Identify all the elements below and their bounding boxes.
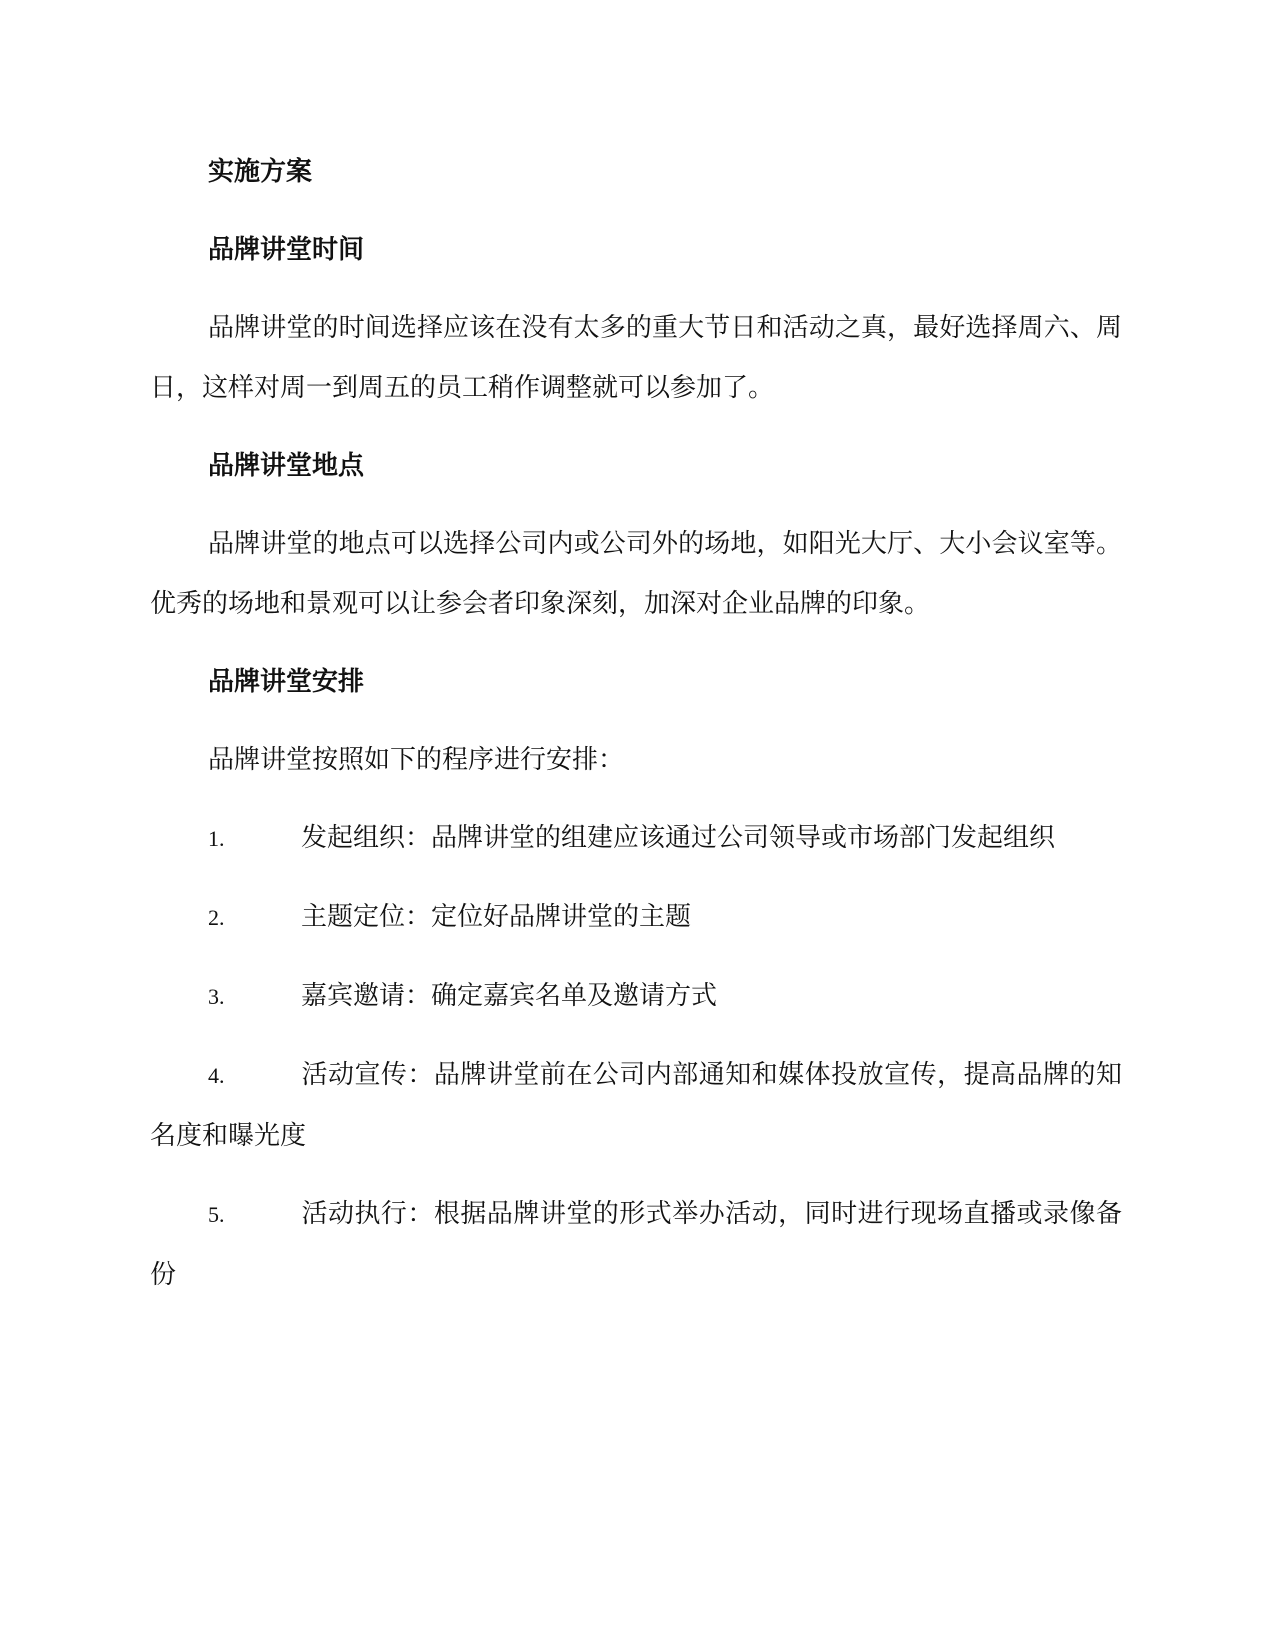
- list-item: [150, 1045, 1122, 1166]
- list-item-text: 活动执行：根据品牌讲堂的形式举办活动，同时进行现场直播或录像备份: [150, 1199, 1122, 1290]
- list-item-number: 2.: [208, 905, 225, 930]
- list-item: [150, 1184, 1122, 1305]
- list-item-text: 发起组织：品牌讲堂的组建应该通过公司领导或市场部门发起组织: [301, 823, 1056, 853]
- section-paragraph-location: 品牌讲堂的地点可以选择公司内或公司外的场地，如阳光大厅、大小会议室等。优秀的场地和景观可以让参会者印象深刻，加深对企业品牌的印象。: [150, 529, 1122, 619]
- list-item-number: 5.: [208, 1202, 225, 1227]
- section-heading-arrangement: 品牌讲堂安排: [208, 667, 365, 697]
- list-item-number: 3.: [208, 984, 225, 1009]
- section-heading-time: 品牌讲堂时间: [208, 235, 365, 265]
- list-item-number: 1.: [208, 826, 225, 851]
- list-item-text: 活动宣传：品牌讲堂前在公司内部通知和媒体投放宣传，提高品牌的知名度和曝光度: [150, 1060, 1122, 1151]
- section-paragraph-arrangement: 品牌讲堂按照如下的程序进行安排：: [208, 745, 625, 775]
- document-title: 实施方案: [208, 157, 313, 187]
- list-item: [150, 808, 1122, 869]
- document-body: [150, 142, 1122, 1323]
- list-item: [150, 887, 1122, 948]
- section-paragraph-time: 品牌讲堂的时间选择应该在没有太多的重大节日和活动之真，最好选择周六、周日，这样对周一到周五的员工稍作调整就可以参加了。: [150, 313, 1122, 403]
- list-item-text: 嘉宾邀请：确定嘉宾名单及邀请方式: [301, 981, 718, 1011]
- list-item-number: 4.: [208, 1063, 225, 1088]
- list-item-text: 主题定位：定位好品牌讲堂的主题: [301, 902, 692, 932]
- section-heading-location: 品牌讲堂地点: [208, 451, 365, 481]
- list-item: [150, 966, 1122, 1027]
